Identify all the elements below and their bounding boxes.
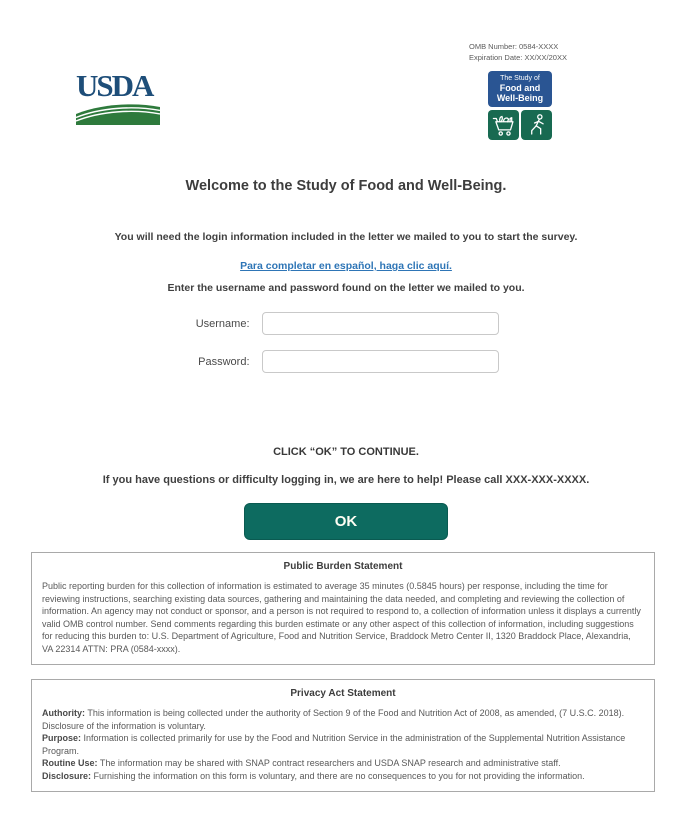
study-logo-icons	[488, 110, 552, 140]
omb-number: OMB Number: 0584-XXXX	[469, 42, 559, 51]
public-burden-statement-box	[31, 552, 655, 665]
study-logo-title: The Study of Food and Well-Being	[488, 71, 552, 107]
study-logo	[488, 71, 552, 140]
intro-text: You will need the login information included in the letter we mailed to you to start the survey.	[114, 231, 578, 243]
password-input[interactable]	[262, 350, 499, 373]
privacy-item-routine-use: Routine Use: The information may be shared with SNAP contract researchers and USDA SNAP research and administrative staff.	[42, 758, 561, 769]
usda-logo	[76, 68, 160, 125]
username-row	[0, 312, 692, 335]
password-row	[0, 350, 692, 373]
privacy-act-body	[42, 707, 644, 783]
omb-expiration-date: Expiration Date: XX/XX/20XX	[469, 53, 567, 62]
usda-logo-text: USDA	[76, 68, 153, 103]
privacy-item-authority: Authority: This information is being collected under the authority of Section 9 of the Food and Nutrition Act of 2008, as amended, (7 U.S.C. 2018). Disclosure of the information is voluntary.	[42, 708, 625, 731]
spanish-link[interactable]: Para completar en español, haga clic aquí.	[240, 260, 452, 272]
username-input[interactable]	[262, 312, 499, 335]
public-burden-title: Public Burden Statement	[283, 561, 403, 572]
page-title: Welcome to the Study of Food and Well-Being.	[185, 178, 507, 194]
spanish-link-row	[0, 256, 692, 274]
username-label: Username:	[195, 317, 250, 330]
grocery-cart-icon	[488, 110, 519, 140]
omb-info	[469, 41, 567, 63]
password-label: Password:	[198, 355, 250, 368]
public-burden-body: Public reporting burden for this collection of information is estimated to average 35 minutes (0.5845 hours) per response, including the time for reviewing instructions, searching existing data sources, gathering and maintaining the data needed, and completing and reviewing the collection of information. An agency may not conduct or sponsor, and a person is not required to respond to, a collection of information unless it displays a currently valid OMB control number. Send comments regarding this burden estimate or any other aspect of this collection of information, including suggestions for reducing this burden to: U.S. Department of Agriculture, Food and Nutrition Service, Braddock Metro Center II, 1320 Braddock Place, Alexandria, VA 22314 ATTN: PRA (0584-xxxx).	[42, 581, 641, 654]
credentials-instruction: Enter the username and password found on the letter we mailed to you.	[167, 282, 525, 294]
privacy-act-statement-box	[31, 679, 655, 792]
help-text: If you have questions or difficulty logging in, we are here to help! Please call XXX-XXX-XXXX.	[102, 474, 590, 486]
privacy-item-disclosure: Disclosure: Furnishing the information on this form is voluntary, and there are no consequences to you for not providing the information.	[42, 770, 585, 781]
exercise-person-icon	[521, 110, 552, 140]
click-ok-instruction: CLICK “OK” TO CONTINUE.	[273, 446, 419, 458]
privacy-item-purpose: Purpose: Information is collected primarily for use by the Food and Nutrition Service in the administration of the Supplemental Nutrition Assistance Program.	[42, 733, 626, 756]
privacy-act-title: Privacy Act Statement	[290, 688, 396, 699]
ok-button[interactable]: OK	[244, 503, 448, 540]
